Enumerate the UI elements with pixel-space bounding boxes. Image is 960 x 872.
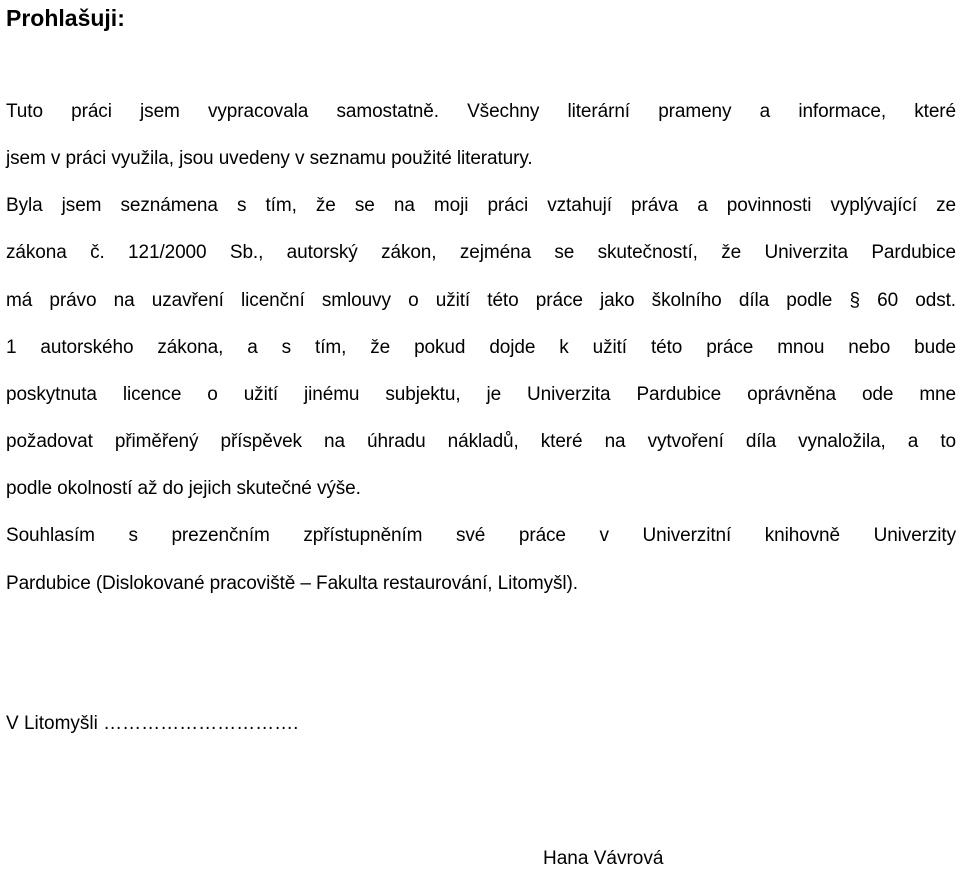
text-line: požadovat přiměřený příspěvek na úhradu nákladů, které na vytvoření díla vynaložila, a to <box>6 431 956 452</box>
text-line: zákona č. 121/2000 Sb., autorský zákon, zejména se skutečností, že Univerzita Pardubice <box>6 242 956 263</box>
text-line: poskytnuta licence o užití jinému subjektu, je Univerzita Pardubice oprávněna ode mne <box>6 384 956 405</box>
text-line: 1 autorského zákona, a s tím, že pokud dojde k užití této práce mnou nebo bude <box>6 337 956 358</box>
text-line: jsem v práci využila, jsou uvedeny v seznamu použité literatury. <box>6 148 533 169</box>
author-signature: Hana Vávrová <box>543 848 664 869</box>
text-line: podle okolností až do jejich skutečné výše. <box>6 478 361 499</box>
declaration-heading: Prohlašuji: <box>6 5 125 31</box>
text-line: má právo na uzavření licenční smlouvy o užití této práce jako školního díla podle § 60 odst. <box>6 290 956 311</box>
place-date-line: V Litomyšli …………………………. <box>6 713 299 734</box>
text-line: Souhlasím s prezenčním zpřístupněním své práce v Univerzitní knihovně Univerzity <box>6 525 956 546</box>
text-line: Pardubice (Dislokované pracoviště – Fakulta restaurování, Litomyšl). <box>6 573 578 594</box>
text-line: Byla jsem seznámena s tím, že se na moji práci vztahují práva a povinnosti vyplývající ze <box>6 195 956 216</box>
text-line: Tuto práci jsem vypracovala samostatně. Všechny literární prameny a informace, které <box>6 101 956 122</box>
